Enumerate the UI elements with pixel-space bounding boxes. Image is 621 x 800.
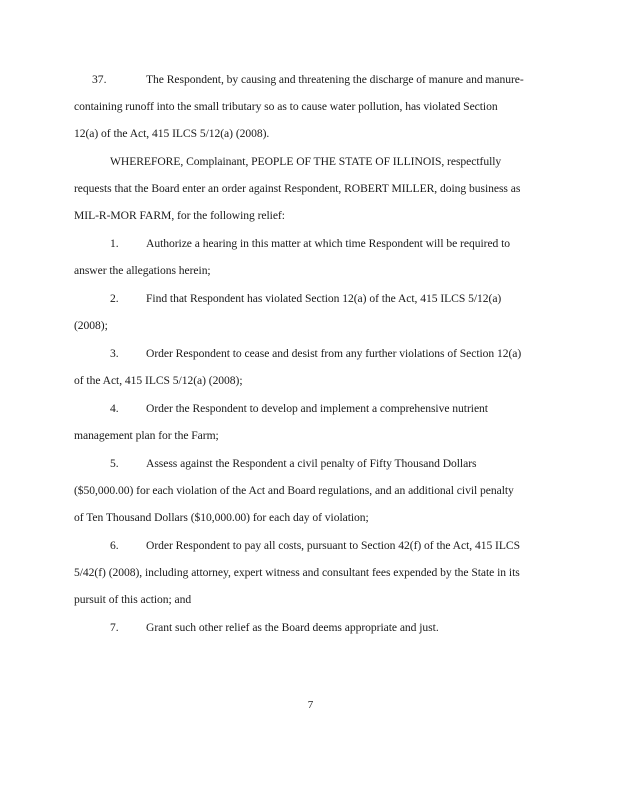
relief-item-line: answer the allegations herein; (74, 264, 211, 277)
relief-item-line: Order Respondent to pay all costs, pursuant to Section 42(f) of the Act, 415 ILCS (146, 539, 520, 552)
relief-item-line: 5/42(f) (2008), including attorney, expert witness and consultant fees expended by the State in its (74, 566, 520, 579)
relief-item-number: 1. (110, 237, 119, 250)
paragraph-line: containing runoff into the small tributary so as to cause water pollution, has violated Section (74, 100, 498, 113)
relief-item-line: Authorize a hearing in this matter at which time Respondent will be required to (146, 237, 511, 250)
prayer-line: MIL-R-MOR FARM, for the following relief: (74, 209, 285, 222)
relief-item-line: Find that Respondent has violated Section 12(a) of the Act, 415 ILCS 5/12(a) (146, 292, 502, 305)
paragraph-line: 12(a) of the Act, 415 ILCS 5/12(a) (2008). (74, 127, 270, 140)
relief-item-line: Grant such other relief as the Board deems appropriate and just. (146, 621, 439, 634)
relief-item-line: Assess against the Respondent a civil penalty of Fifty Thousand Dollars (146, 457, 477, 470)
relief-item-number: 2. (110, 292, 119, 305)
relief-item-line: management plan for the Farm; (74, 429, 219, 442)
relief-item-number: 4. (110, 402, 119, 415)
relief-item-line: (2008); (74, 319, 108, 332)
prayer-line: requests that the Board enter an order against Respondent, ROBERT MILLER, doing business as (74, 182, 521, 195)
paragraph-line: The Respondent, by causing and threatening the discharge of manure and manure- (146, 73, 524, 86)
relief-item-number: 6. (110, 539, 119, 552)
relief-item-line: pursuit of this action; and (74, 593, 192, 606)
relief-item-line: ($50,000.00) for each violation of the Act and Board regulations, and an additional civil penalty (74, 484, 514, 497)
page-number: 7 (307, 699, 314, 711)
relief-item-line: of the Act, 415 ILCS 5/12(a) (2008); (74, 374, 243, 387)
relief-item-line: Order the Respondent to develop and implement a comprehensive nutrient (146, 402, 488, 415)
relief-item-line: Order Respondent to cease and desist from any further violations of Section 12(a) (146, 347, 522, 360)
paragraph-number: 37. (92, 73, 107, 86)
prayer-line: WHEREFORE, Complainant, PEOPLE OF THE STATE OF ILLINOIS, respectfully (110, 155, 502, 168)
relief-item-number: 3. (110, 347, 119, 360)
relief-item-number: 7. (110, 621, 119, 634)
relief-item-line: of Ten Thousand Dollars ($10,000.00) for each day of violation; (74, 511, 369, 524)
relief-item-number: 5. (110, 457, 119, 470)
